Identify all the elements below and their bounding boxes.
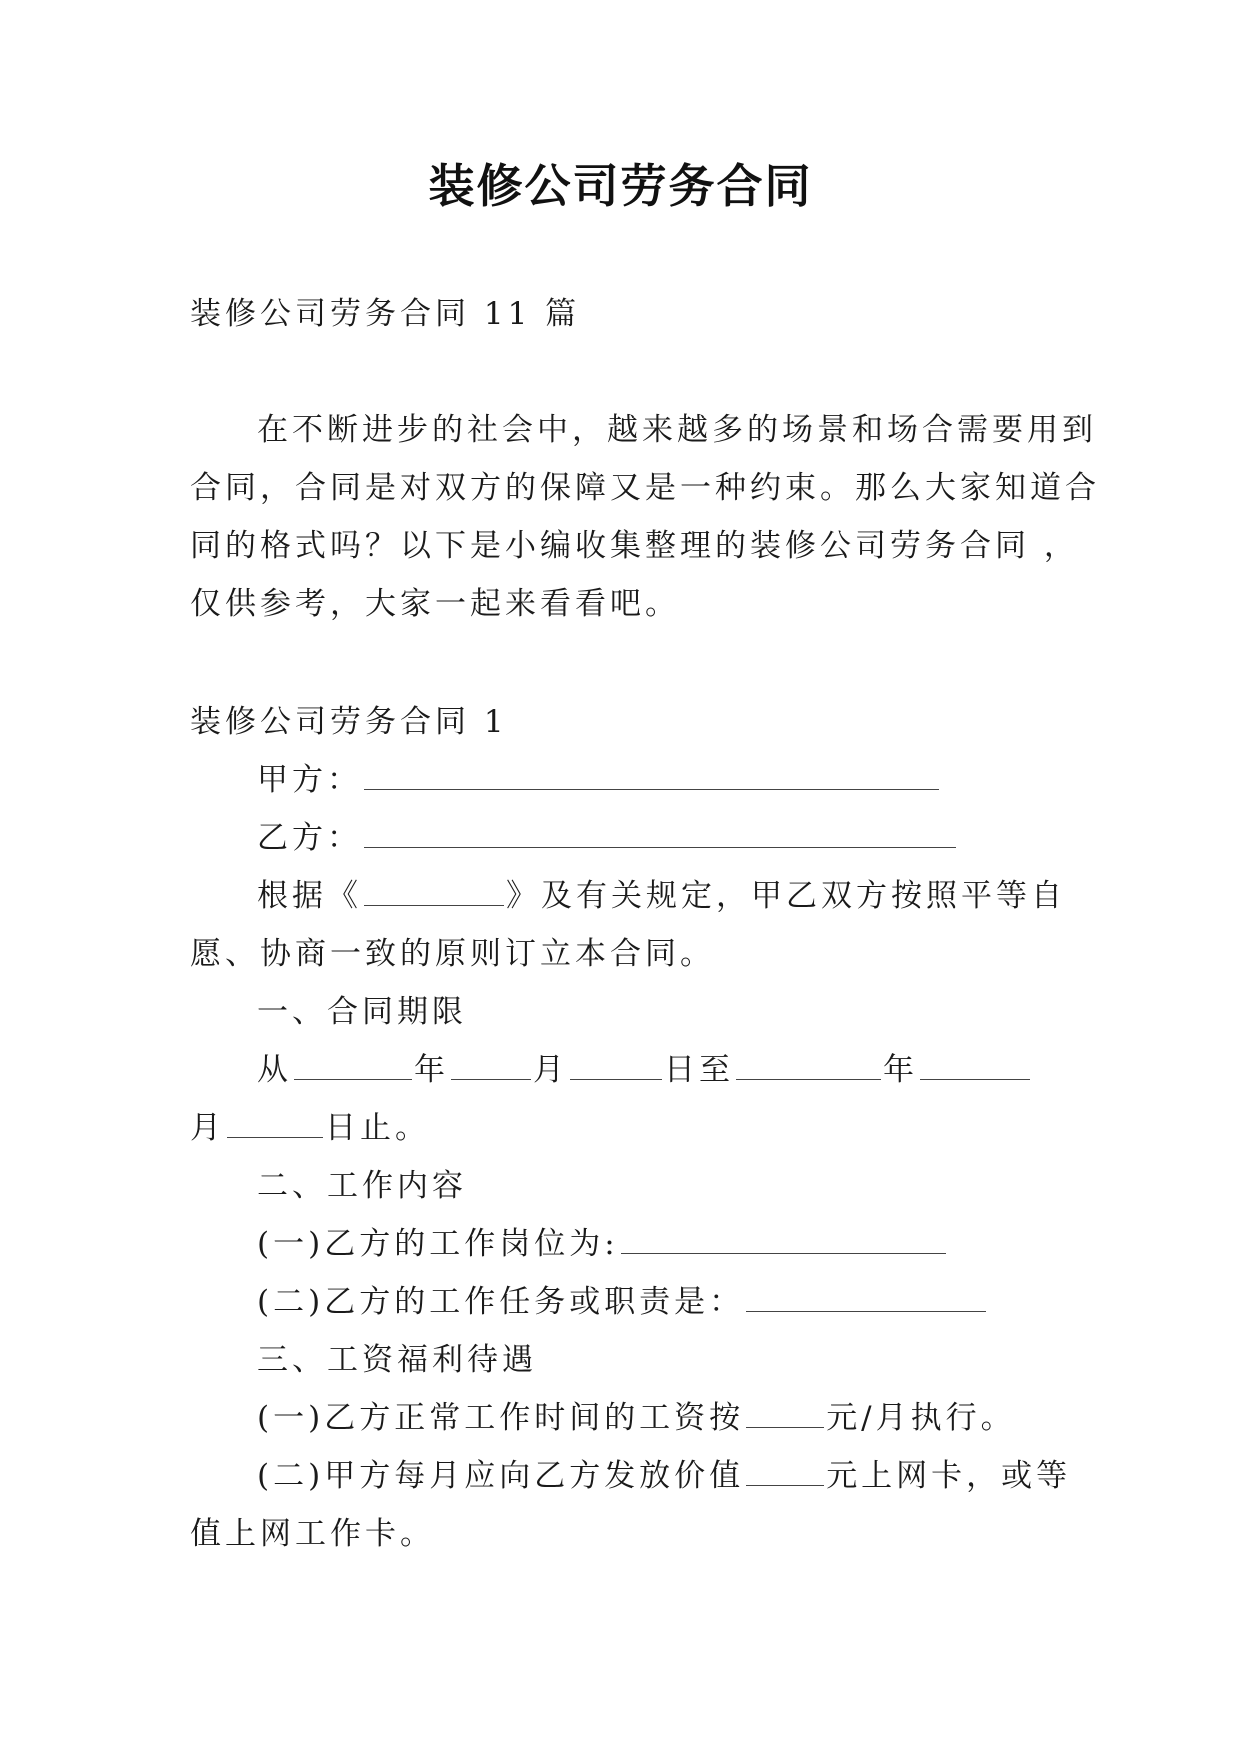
basis-line-1 bbox=[257, 876, 1066, 916]
date-from-label: 从 bbox=[257, 1052, 292, 1088]
clause2-item-2 bbox=[257, 1282, 988, 1322]
basis-blank bbox=[364, 881, 504, 906]
intro-line-3: 同的格式吗？以下是小编收集整理的装修公司劳务合同 ， bbox=[190, 528, 1079, 564]
start-day-blank bbox=[570, 1055, 662, 1080]
end-day-label: 日止。 bbox=[325, 1110, 430, 1146]
end-month-blank bbox=[920, 1055, 1030, 1080]
basis-suffix: 》及有关规定，甲乙双方按照平等自 bbox=[506, 878, 1066, 914]
party-a-label: 甲方： bbox=[257, 762, 362, 798]
job-position-blank bbox=[621, 1229, 946, 1254]
end-month-label: 月 bbox=[190, 1110, 225, 1146]
job-duties-label: (二)乙方的工作任务或职责是： bbox=[257, 1284, 745, 1320]
start-year-label: 年 bbox=[414, 1052, 449, 1088]
job-position-label: (一)乙方的工作岗位为: bbox=[257, 1226, 619, 1262]
salary-unit-label: 元/月执行。 bbox=[826, 1400, 1016, 1436]
clause1-heading: 一、合同期限 bbox=[257, 994, 467, 1030]
party-b-blank bbox=[364, 823, 956, 848]
end-year-blank bbox=[736, 1055, 881, 1080]
start-month-blank bbox=[451, 1055, 531, 1080]
intro-line-2: 合同，合同是对双方的保障又是一种约束。那么大家知道合 bbox=[190, 470, 1100, 506]
party-a-blank bbox=[364, 765, 939, 790]
start-year-blank bbox=[294, 1055, 412, 1080]
job-duties-blank bbox=[746, 1287, 986, 1312]
card-value-blank bbox=[746, 1461, 824, 1486]
start-day-to-label: 日至 bbox=[664, 1052, 734, 1088]
document-title: 装修公司劳务合同 bbox=[428, 159, 813, 213]
party-b-line bbox=[257, 818, 958, 858]
intro-line-4: 仅供参考，大家一起来看看吧。 bbox=[190, 586, 680, 622]
card-value-label: (二)甲方每月应向乙方发放价值 bbox=[257, 1458, 745, 1494]
subtitle: 装修公司劳务合同 11 篇 bbox=[190, 296, 581, 332]
clause1-dates-line-1 bbox=[257, 1050, 1032, 1090]
party-b-label: 乙方： bbox=[257, 820, 362, 856]
clause2-item-1 bbox=[257, 1224, 948, 1264]
end-year-label: 年 bbox=[883, 1052, 918, 1088]
end-day-blank bbox=[227, 1113, 323, 1138]
card-value-suffix: 元上网卡，或等 bbox=[826, 1458, 1072, 1494]
salary-blank bbox=[746, 1403, 824, 1428]
intro-line-1: 在不断进步的社会中，越来越多的场景和场合需要用到 bbox=[257, 412, 1097, 448]
basis-line-2: 愿、协商一致的原则订立本合同。 bbox=[190, 936, 715, 972]
section-heading: 装修公司劳务合同 1 bbox=[190, 704, 508, 740]
clause1-dates-line-2 bbox=[190, 1108, 430, 1148]
clause2-heading: 二、工作内容 bbox=[257, 1168, 467, 1204]
clause3-item-1 bbox=[257, 1398, 1016, 1438]
basis-prefix: 根据《 bbox=[257, 878, 362, 914]
start-month-label: 月 bbox=[533, 1052, 568, 1088]
salary-label: (一)乙方正常工作时间的工资按 bbox=[257, 1400, 745, 1436]
clause3-item-2 bbox=[257, 1456, 1071, 1496]
clause3-item-2-line-2: 值上网工作卡。 bbox=[190, 1516, 435, 1552]
clause3-heading: 三、工资福利待遇 bbox=[257, 1342, 537, 1378]
party-a-line bbox=[257, 760, 941, 800]
